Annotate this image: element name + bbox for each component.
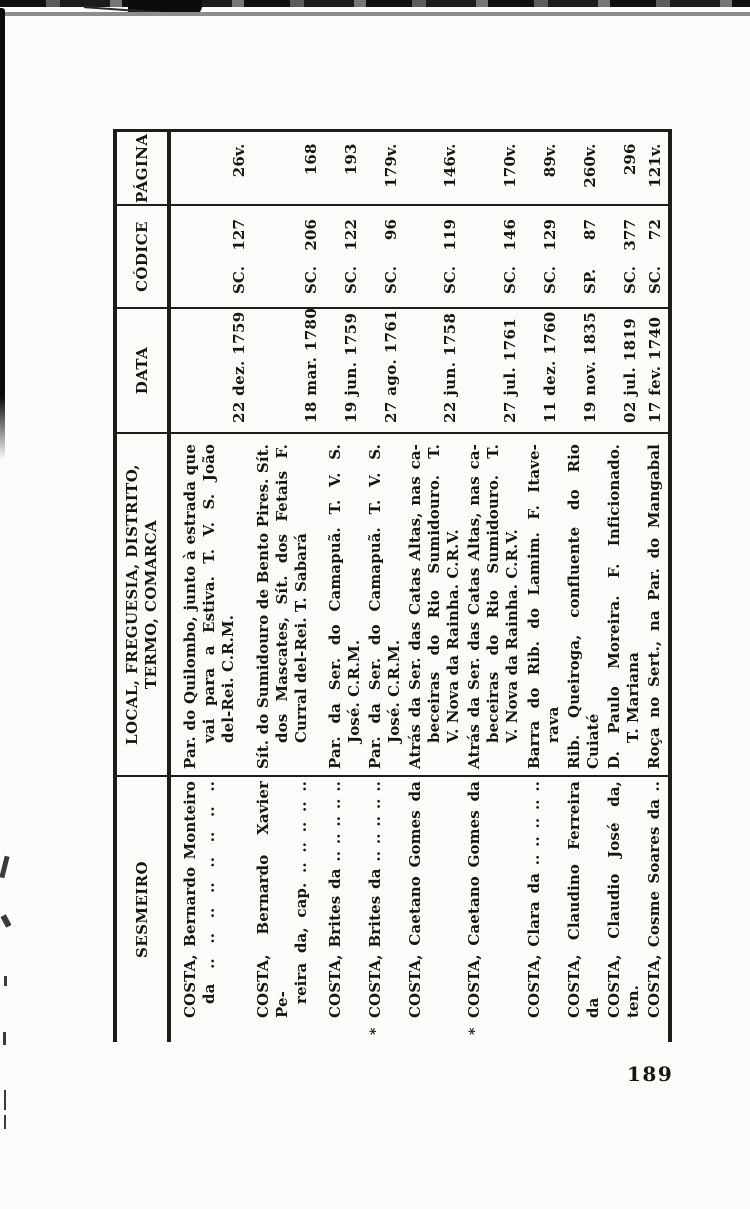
- scan-artifact-margin-tick: [4, 1090, 6, 1110]
- sesmeiro-line: COSTA, Clara da .. .. .. .. ..: [525, 781, 543, 1018]
- sesmeiro-cell: [324, 776, 364, 1042]
- sesmeiro-cell: [563, 776, 603, 1042]
- table-row: [463, 131, 523, 1042]
- codice-number: 119: [441, 219, 459, 251]
- local-cell: [404, 433, 463, 776]
- codice-prefix: SC.: [230, 265, 248, 294]
- local-line: rava: [544, 706, 562, 743]
- codice-value: [581, 219, 600, 294]
- codice-cell: [324, 205, 364, 308]
- codice-cell: [404, 205, 463, 308]
- sesmeiro-line: * COSTA, Caetano Gomes da: [465, 781, 483, 1035]
- codice-number: 122: [342, 219, 360, 251]
- local-line: José. C.R.M.: [345, 639, 363, 743]
- local-line: Sít. do Sumidouro de Bento Pires. Sít.: [254, 444, 272, 769]
- scan-artifact-margin-tick: [3, 1032, 6, 1045]
- sesmeiro-cell: [463, 776, 523, 1042]
- local-cell: [603, 433, 643, 776]
- sesmeiro-cell: [643, 776, 670, 1042]
- table-row: [324, 131, 364, 1042]
- local-cell: [523, 433, 563, 776]
- local-line: V. Nova da Rainha. C.R.V.: [444, 529, 462, 743]
- header-data-label: DATA: [132, 346, 151, 395]
- pagina-cell: 168: [302, 143, 320, 176]
- local-line: Curral del-Rei. T. Sabará: [292, 533, 310, 743]
- local-cell: [463, 433, 523, 776]
- pagina-cell: 26v.: [230, 143, 248, 178]
- data-cell: 22 jun. 1758: [404, 308, 463, 433]
- sesmeiro-line: da .. .. .. .. .. .. .. ..: [200, 781, 218, 1004]
- data-cell: 17 fev. 1740: [643, 308, 670, 433]
- codice-prefix: SC.: [541, 265, 559, 294]
- scan-artifact-margin-tick: [1, 914, 12, 927]
- codice-prefix: SC.: [441, 265, 459, 294]
- data-cell: 11 dez. 1760: [523, 308, 563, 433]
- local-line: Roça no Sert., na Par. do Mangabal: [645, 444, 663, 769]
- pagina-cell: 146v.: [441, 143, 459, 188]
- pagina-cell: 260v.: [581, 143, 599, 188]
- table-body: [169, 131, 670, 1042]
- table-row: [563, 131, 603, 1042]
- codice-cell: [643, 205, 670, 308]
- sesmeiro-line: * COSTA, Brites da .. .. .. .. ..: [366, 781, 384, 1035]
- codice-number: 127: [230, 219, 248, 251]
- header-sesmeiro: [115, 776, 169, 1042]
- local-line: Atrás da Ser. das Catas Altas, nas ca-: [406, 444, 424, 769]
- codice-prefix: SC.: [501, 265, 519, 294]
- table-row: [523, 131, 563, 1042]
- data-cell: 27 jul. 1761: [463, 308, 523, 433]
- local-line: Par. da Ser. do Camapuã. T. V. S.: [326, 444, 344, 769]
- sesmeiro-line: COSTA, Bernardo Monteiro: [181, 781, 199, 1018]
- local-cell: [252, 433, 324, 776]
- local-line: del-Rei. C.R.M.: [219, 614, 237, 743]
- codice-value: [501, 219, 520, 294]
- codice-prefix: SC.: [646, 265, 664, 294]
- sesmeiro-line: COSTA, Caetano Gomes da: [406, 781, 424, 1018]
- page-number: 189: [627, 1062, 674, 1086]
- footnote-marker: *: [467, 1027, 483, 1035]
- local-line: dos Mascates, Sít. dos Fetais F.: [273, 444, 291, 743]
- codice-prefix: SC.: [302, 265, 320, 294]
- scan-artifact-left-bar: [0, 8, 5, 460]
- data-cell: 27 ago. 1761: [364, 308, 404, 433]
- sesmeiro-cell: [364, 776, 404, 1042]
- codice-value: [342, 219, 361, 294]
- codice-value: [382, 219, 401, 294]
- codice-prefix: SC.: [342, 265, 360, 294]
- pagina-cell: 179v.: [382, 143, 400, 188]
- header-codice: [115, 205, 169, 308]
- sesmeiro-line: reira da, cap. .. .. .. .. ..: [292, 781, 310, 1004]
- codice-number: 87: [581, 219, 599, 241]
- codice-cell: [169, 205, 252, 308]
- header-data: [115, 308, 169, 433]
- local-line: Par. da Ser. do Camapuã. T. V. S.: [366, 444, 384, 769]
- data-cell: 02 jul. 1819: [603, 308, 643, 433]
- sesmeiro-cell: [404, 776, 463, 1042]
- table-row: [252, 131, 324, 1042]
- header-sesmeiro-label: SESMEIRO: [132, 861, 151, 958]
- sesmeiro-line: COSTA, Brites da .. .. .. .. ..: [326, 781, 344, 1018]
- scan-artifact-top-bar: [0, 0, 750, 7]
- pagina-cell: 296: [621, 143, 639, 176]
- codice-number: 377: [621, 219, 639, 251]
- local-line: Par. do Quilombo, junto à estrada que: [181, 444, 199, 769]
- codice-number: 72: [646, 219, 664, 241]
- codice-prefix: SC.: [621, 265, 639, 294]
- data-cell: 18 mar. 1780: [252, 308, 324, 433]
- scan-artifact-gray-line: [0, 12, 750, 16]
- scan-artifact-margin-tick: [4, 976, 7, 986]
- table-row: [404, 131, 463, 1042]
- local-line: vai para a Estiva. T. V. S. João: [200, 444, 218, 743]
- pagina-cell: 170v.: [501, 143, 519, 188]
- local-line: T. Mariana: [624, 652, 642, 743]
- codice-prefix: SC.: [382, 265, 400, 294]
- local-line: beceiras do Rio Sumidouro. T.: [425, 444, 443, 743]
- local-line: Barra do Rib. do Lamim. F. Itave-: [525, 444, 543, 769]
- sesmarias-index-table: [113, 130, 672, 1043]
- sesmeiro-cell: [169, 776, 252, 1042]
- data-cell: 19 nov. 1835: [563, 308, 603, 433]
- codice-number: 146: [501, 219, 519, 251]
- table-row: [169, 131, 252, 1042]
- table-row: [364, 131, 404, 1042]
- sesmeiro-cell: [603, 776, 643, 1042]
- header-pagina-label: PÁGINA: [132, 133, 151, 203]
- table-row: [603, 131, 643, 1042]
- header-local-line1: LOCAL, FREGUESIA, DISTRITO,: [123, 464, 141, 745]
- pagina-cell: 89v.: [541, 143, 559, 178]
- local-cell: [169, 433, 252, 776]
- pagina-cell: 193: [342, 143, 360, 176]
- sesmeiro-cell: [523, 776, 563, 1042]
- sesmeiro-cell: [252, 776, 324, 1042]
- sesmeiro-line: COSTA, Cosme Soares da ..: [645, 781, 663, 1018]
- sesmeiro-line: COSTA, Bernardo Xavier Pe-: [254, 781, 291, 1018]
- codice-value: [302, 219, 321, 294]
- header-local-line2: TERMO, COMARCA: [142, 519, 160, 690]
- codice-cell: [364, 205, 404, 308]
- footnote-marker: *: [368, 1027, 384, 1035]
- local-cell: [364, 433, 404, 776]
- table-header-row: [115, 131, 169, 1042]
- scan-artifact-margin-tick: [4, 1115, 6, 1129]
- codice-prefix: SP.: [581, 268, 599, 294]
- sesmeiro-line: COSTA, Claudino Ferreira da: [565, 781, 602, 1018]
- local-line: Rib. Queiroga, confluente do Rio Cuiaté: [565, 444, 602, 769]
- data-cell: 19 jun. 1759: [324, 308, 364, 433]
- local-line: beceiras do Rio Sumidouro. T.: [484, 444, 502, 743]
- data-cell: 22 dez. 1759: [169, 308, 252, 433]
- scan-artifact-margin-tick: [0, 856, 10, 879]
- codice-value: [621, 219, 640, 294]
- local-cell: [643, 433, 670, 776]
- local-line: D. Paulo Moreira. F. Inficionado.: [605, 444, 623, 769]
- header-codice-label: CÓDICE: [132, 221, 151, 292]
- codice-cell: [523, 205, 563, 308]
- codice-cell: [603, 205, 643, 308]
- local-line: Atrás da Ser. das Catas Altas, nas ca-: [465, 444, 483, 769]
- rotated-table-area: [113, 131, 672, 1042]
- codice-value: [230, 219, 249, 294]
- local-line: V. Nova da Rainha. C.R.V.: [503, 529, 521, 743]
- codice-value: [441, 219, 460, 294]
- codice-number: 129: [541, 219, 559, 251]
- codice-cell: [563, 205, 603, 308]
- pagina-cell: 121v.: [646, 143, 664, 188]
- sesmeiro-line: COSTA, Claudio José da, ten.: [605, 781, 642, 1018]
- codice-value: [541, 219, 560, 294]
- local-cell: [324, 433, 364, 776]
- header-local: [115, 433, 169, 776]
- codice-value: [646, 219, 665, 294]
- local-cell: [563, 433, 603, 776]
- header-pagina: [115, 131, 169, 205]
- codice-number: 206: [302, 219, 320, 251]
- codice-cell: [463, 205, 523, 308]
- local-line: José. C.R.M.: [385, 639, 403, 743]
- table-row: [643, 131, 670, 1042]
- codice-cell: [252, 205, 324, 308]
- codice-number: 96: [382, 219, 400, 241]
